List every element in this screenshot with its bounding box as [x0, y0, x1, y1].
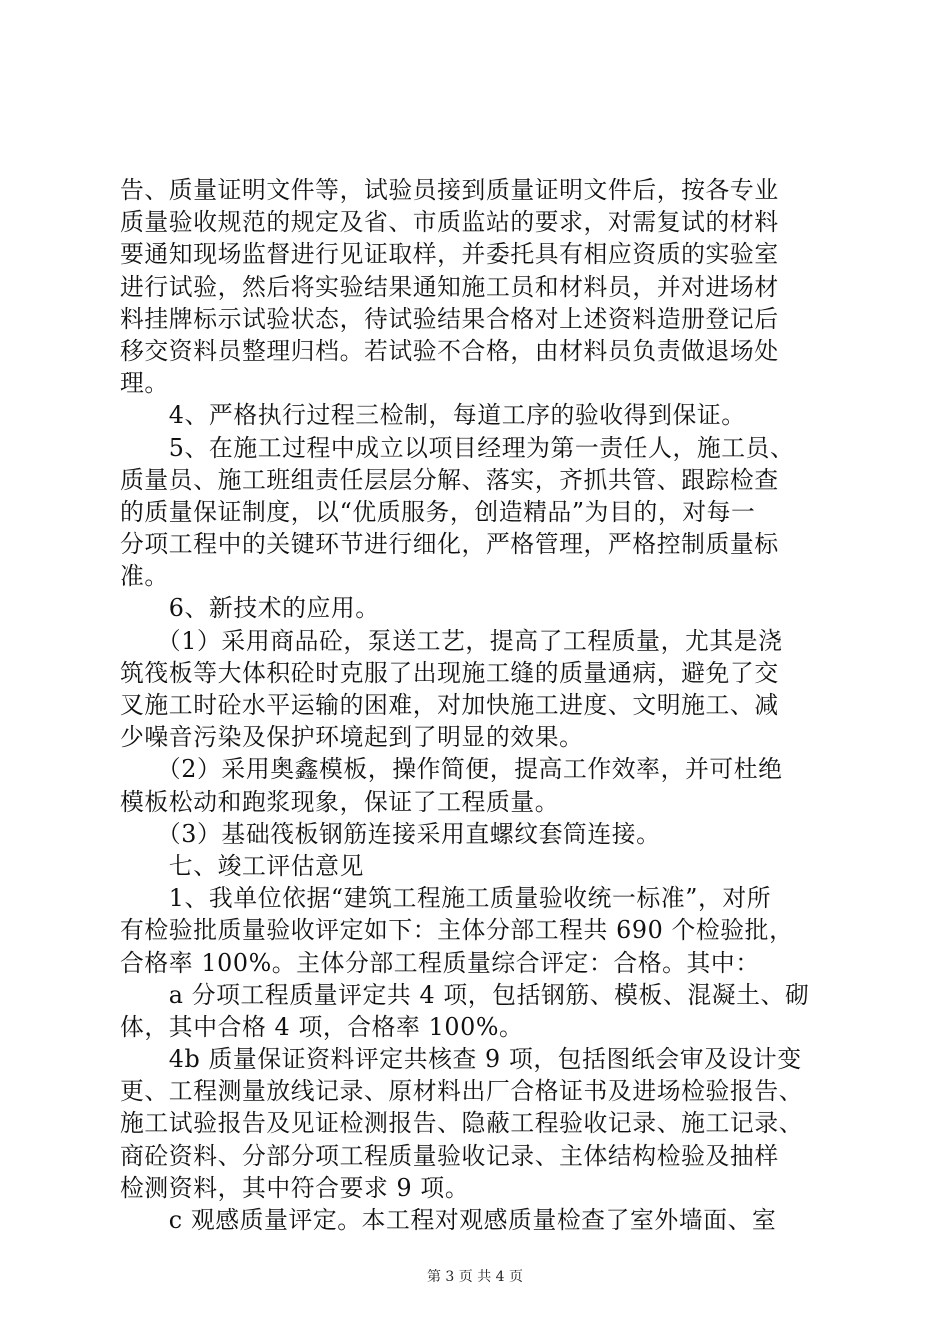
text-line: 进行试验，然后将实验结果通知施工员和材料员，并对进场材 — [120, 272, 779, 301]
text-line: 检测资料，其中符合要求 9 项。 — [120, 1173, 470, 1202]
text-line: 的质量保证制度，以“优质服务，创造精品”为目的，对每一 — [120, 497, 756, 526]
text-line: 4b 质量保证资料评定共核查 9 项，包括图纸会审及设计变 — [120, 1045, 802, 1074]
text-line: 筑筏板等大体积砼时克服了出现施工缝的质量通病，避免了交 — [120, 658, 779, 687]
text-line: 要通知现场监督进行见证取样，并委托具有相应资质的实验室 — [120, 240, 779, 269]
text-line: 叉施工时砼水平运输的困难，对加快施工进度、文明施工、减 — [120, 691, 779, 719]
page-number-footer: 第 3 页 共 4 页 — [426, 1269, 524, 1285]
text-line: 6、新技术的应用。 — [120, 594, 380, 623]
body-text — [120, 174, 840, 1236]
text-line: 分项工程中的关键环节进行细化，严格管理，严格控制质量标 — [120, 530, 779, 559]
text-line: （2）采用奥鑫模板，操作简便，提高工作效率，并可杜绝 — [120, 755, 783, 784]
text-line: 质量验收规范的规定及省、市质监站的要求，对需复试的材料 — [120, 208, 779, 237]
text-line: （1）采用商品砼，泵送工艺，提高了工程质量，尤其是浇 — [120, 626, 783, 655]
text-line: 商砼资料、分部分项工程质量验收记录、主体结构检验及抽样 — [120, 1141, 779, 1170]
text-line: 少噪音污染及保护环境起到了明显的效果。 — [120, 723, 584, 752]
text-line: a 分项工程质量评定共 4 项，包括钢筋、模板、混凝土、砌 — [120, 980, 810, 1009]
text-line: 准。 — [120, 562, 169, 591]
text-line: 1、我单位依据“建筑工程施工质量验收统一标准”，对所 — [120, 884, 772, 913]
text-line: 施工试验报告及见证检测报告、隐蔽工程验收记录、施工记录、 — [120, 1109, 804, 1138]
text-line: （3）基础筏板钢筋连接采用直螺纹套筒连接。 — [120, 819, 661, 848]
text-line: 料挂牌标示试验状态，待试验结果合格对上述资料造册登记后 — [120, 304, 779, 333]
text-line: 七、竣工评估意见 — [120, 851, 364, 880]
text-line: 理。 — [120, 369, 169, 398]
text-line: 4、严格执行过程三检制，每道工序的验收得到保证。 — [120, 401, 746, 430]
text-line: c 观感质量评定。本工程对观感质量检查了室外墙面、室 — [120, 1206, 777, 1234]
text-line: 移交资料员整理归档。若试验不合格，由材料员负责做退场处 — [120, 336, 779, 365]
text-line: 体，其中合格 4 项，合格率 100%。 — [120, 1012, 524, 1041]
text-line: 5、在施工过程中成立以项目经理为第一责任人，施工员、 — [120, 433, 795, 462]
text-line: 模板松动和跑浆现象，保证了工程质量。 — [120, 787, 560, 816]
text-line: 有检验批质量验收评定如下：主体分部工程共 690 个检验批， — [120, 916, 794, 945]
text-line: 更、工程测量放线记录、原材料出厂合格证书及进场检验报告、 — [120, 1077, 804, 1106]
text-line: 合格率 100%。主体分部工程质量综合评定：合格。其中： — [120, 948, 760, 977]
text-line: 质量员、施工班组责任层层分解、落实，齐抓共管、跟踪检查 — [120, 465, 779, 494]
text-line: 告、质量证明文件等，试验员接到质量证明文件后，按各专业 — [120, 176, 779, 204]
